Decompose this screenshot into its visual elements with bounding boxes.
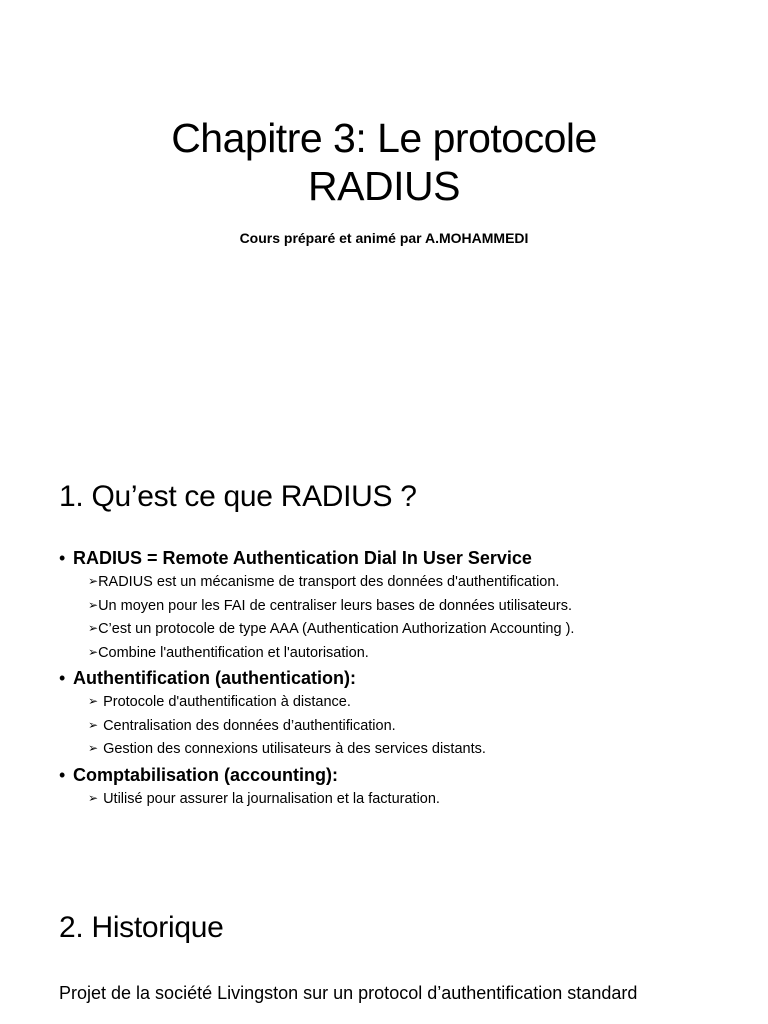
section-slide-what-is-radius bbox=[0, 430, 768, 870]
sub-item bbox=[88, 641, 739, 665]
sub-item bbox=[88, 594, 739, 618]
arrow-bullet-icon: ➢ bbox=[88, 741, 99, 755]
slide-subtitle: Cours préparé et animé par A.MOHAMMEDI bbox=[239, 230, 529, 246]
slide-title bbox=[0, 114, 768, 210]
sub-list bbox=[73, 570, 739, 664]
sub-list bbox=[73, 787, 739, 811]
bullet-list bbox=[59, 547, 739, 813]
sub-item-text: Gestion des connexions utilisateurs à des services distants. bbox=[103, 741, 486, 757]
section-heading: 2. Historique bbox=[59, 911, 224, 944]
sub-item bbox=[88, 714, 739, 738]
sub-item-text: C’est un protocole de type AAA (Authentication Authorization Accounting ). bbox=[98, 621, 575, 637]
sub-list bbox=[73, 690, 739, 761]
bullet-label: Comptabilisation (accounting): bbox=[73, 764, 338, 785]
bullet-dot-icon: • bbox=[59, 764, 66, 785]
arrow-bullet-icon: ➢ bbox=[88, 790, 99, 805]
arrow-bullet-icon: ➢ bbox=[88, 694, 99, 708]
sub-item-text: Utilisé pour assurer la journalisation et la facturation. bbox=[103, 790, 440, 807]
sub-item-text: Combine l'authentification et l'autorisation. bbox=[98, 644, 369, 661]
section-slide-historique bbox=[0, 870, 768, 1024]
bullet-label: Authentification (authentication): bbox=[73, 668, 356, 688]
bullet-item bbox=[59, 764, 739, 811]
section-heading: 1. Qu’est ce que RADIUS ? bbox=[59, 480, 417, 513]
slide-title-line-2: RADIUS bbox=[308, 163, 460, 209]
title-slide bbox=[0, 0, 768, 430]
bullet-label: RADIUS = Remote Authentication Dial In User Service bbox=[73, 548, 532, 568]
sub-item-text: Protocole d'authentification à distance. bbox=[103, 694, 351, 710]
sub-item bbox=[88, 737, 739, 761]
arrow-bullet-icon: ➢ bbox=[88, 717, 99, 732]
sub-item-text: Centralisation des données d’authentification. bbox=[103, 717, 396, 734]
sub-item bbox=[88, 617, 739, 641]
bullet-item bbox=[59, 667, 739, 761]
bullet-dot-icon: • bbox=[59, 548, 66, 568]
arrow-bullet-icon: ➢ bbox=[88, 621, 99, 635]
arrow-bullet-icon: ➢ bbox=[88, 597, 99, 612]
arrow-bullet-icon: ➢ bbox=[88, 644, 99, 659]
sub-item bbox=[88, 787, 739, 811]
bullet-item bbox=[59, 547, 739, 664]
arrow-bullet-icon: ➢ bbox=[88, 574, 99, 588]
sub-item bbox=[88, 690, 739, 714]
body-text: Projet de la société Livingston sur un protocol d’authentification standard bbox=[59, 983, 638, 1003]
sub-item-text: RADIUS est un mécanisme de transport des données d'authentification. bbox=[98, 574, 560, 590]
sub-item-text: Un moyen pour les FAI de centraliser leurs bases de données utilisateurs. bbox=[98, 597, 572, 614]
slide-title-line-1: Chapitre 3: Le protocole bbox=[171, 115, 597, 161]
bullet-dot-icon: • bbox=[59, 668, 66, 688]
sub-item bbox=[88, 570, 739, 594]
